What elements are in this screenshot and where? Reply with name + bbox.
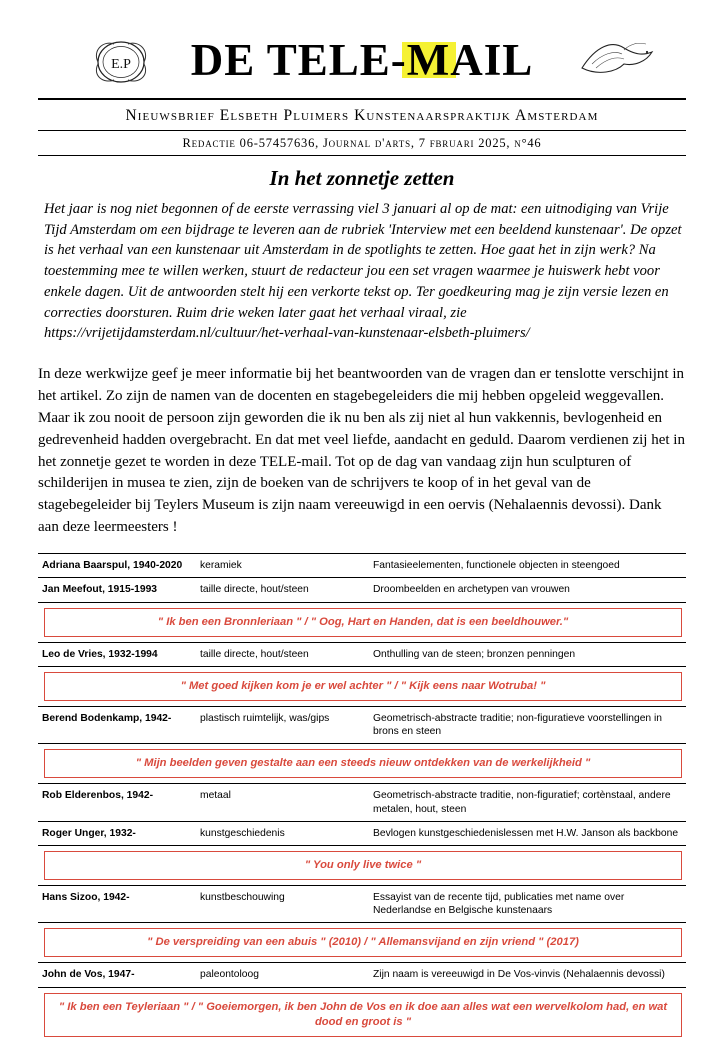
masthead [38,24,686,96]
mentor-description: Zijn naam is vereeuwigd in De Vos-vinvis (Nehalaennis devossi) [369,963,686,987]
editorial-divider [38,155,686,156]
article-body: In deze werkwijze geef je meer informatie bij het beantwoorden van de vragen dan er tenslotte verschijnt in het artikel. Zo zijn de namen van de docenten en stagebegeleiders die mij hebben opgeleid weggevallen. Maar ik zou nooit de persoon zijn geworden die ik nu ben als zij niet al hun vakkennis, bevlogenheid en gedrevenheid hadden overgebracht. En dat met veel liefde, aandacht en geduld. Daarom verdienen zij het in het zonnetje gezet te worden in deze TELE-mail. Tot op de dag van vandaag zijn hun sculpturen of schilderijen in musea te zien, zijn de boeken van de schrijvers te koop of in het geval van de stagebegeleider bij Teylers Museum is zijn naam vereeuwigd in een oervis (Nehalaennis devossi). Dank aan deze leermeesters ! [38,366,685,536]
monogram-crest-icon [84,32,158,90]
newsletter-subtitle: Nieuwsbrief Elsbeth Pluimers Kunstenaarspraktijk Amsterdam [125,107,599,124]
mentor-name: Roger Unger, 1932- [38,821,196,845]
mentor-description: Bevlogen kunstgeschiedenislessen met H.W. Janson als backbone [369,821,686,845]
svg-text:E.P: E.P [111,57,131,72]
mentors-table-body [38,554,686,1042]
mentor-name: Jan Meefout, 1915-1993 [38,578,196,602]
mentor-name: Rob Elderenbos, 1942- [38,784,196,821]
quote-box: " You only live twice " [44,851,682,880]
table-row [38,554,686,578]
mentor-role: kunstbeschouwing [196,885,369,922]
quote-cell [38,744,686,784]
mentor-role: paleontoloog [196,963,369,987]
mentor-description: Geometrisch-abstracte traditie; non-figuratieve voorstellingen in brons en steen [369,706,686,743]
editorial-line: Redactie 06-57457636, Journal d'arts, 7 fbruari 2025, n°46 [182,136,542,150]
quote-box: " Ik ben een Bronnleriaan " / " Oog, Hart en Handen, dat is een beeldhouwer." [44,608,682,637]
mentor-description: Fantasieelementen, functionele objecten in steengoed [369,554,686,578]
quote-box: " Met goed kijken kom je er wel achter " / " Kijk eens naar Wotruba! " [44,672,682,701]
mentor-role: kunstgeschiedenis [196,821,369,845]
mentor-role: taille directe, hout/steen [196,642,369,666]
article-intro [44,199,686,344]
mentor-role: plastisch ruimtelijk, was/gips [196,706,369,743]
quote-cell [38,602,686,642]
masthead-title: DE TELE-MAIL [190,35,534,85]
quote-row [38,744,686,784]
table-row [38,642,686,666]
quote-box: " Ik ben een Teyleriaan " / " Goeiemorgen, ik ben John de Vos en ik doe aan alles wat een wervelkolom had, en wat dood en groot is " [44,993,682,1037]
mentor-name: Adriana Baarspul, 1940-2020 [38,554,196,578]
table-row [38,578,686,602]
mentors-table [38,553,686,1042]
table-row [38,821,686,845]
quote-row [38,923,686,963]
quote-cell [38,845,686,885]
quote-row [38,987,686,1042]
article-title: In het zonnetje zetten [269,166,455,190]
quote-cell [38,987,686,1042]
mentor-role: keramiek [196,554,369,578]
quote-box: " Mijn beelden geven gestalte aan een steeds nieuw ontdekken van de werkelijkheid " [44,749,682,778]
mentor-name: John de Vos, 1947- [38,963,196,987]
mentor-description: Droombeelden en archetypen van vrouwen [369,578,686,602]
table-row [38,963,686,987]
mentor-description: Essayist van de recente tijd, publicaties met name over Nederlandse en Belgische kunstenaars [369,885,686,922]
article-url[interactable]: https://vrijetijdamsterdam.nl/cultuur/het-verhaal-van-kunstenaar-elsbeth-pluimers/ [44,325,530,342]
table-row [38,784,686,821]
mentor-role: taille directe, hout/steen [196,578,369,602]
mentor-description: Geometrisch-abstracte traditie, non-figuratief; cortènstaal, andere metalen, hout, steen [369,784,686,821]
mentor-role: metaal [196,784,369,821]
table-row [38,706,686,743]
quote-row [38,602,686,642]
quote-row [38,845,686,885]
quote-cell [38,923,686,963]
mentor-name: Berend Bodenkamp, 1942- [38,706,196,743]
quote-cell [38,666,686,706]
flying-bird-engraving-icon [576,32,656,90]
quote-row [38,666,686,706]
mentor-name: Hans Sizoo, 1942- [38,885,196,922]
article-intro-text: Het jaar is nog niet begonnen of de eerste verrassing viel 3 januari al op de mat: een uitnodiging van Vrije Tijd Amsterdam om een bijdrage te leveren aan de rubriek 'Interview met een beeldend kunstenaar'. De opzet is het verhaal van een kunstenaar uit Amsterdam in de spotlights te zetten. Hoe gaat het in zijn werk? Na toestemming mee te willen werken, stuurt de redacteur jou een set vragen waarmee je huiswerk hebt voor enkele dagen. Uit de antwoorden stelt hij een verkorte tekst op. Ter goedkeuring mag je zijn versie lezen en correcties doorsturen. Ruim drie weken later gaat het verhaal viraal, zie [44,201,682,321]
mentor-name: Leo de Vries, 1932-1994 [38,642,196,666]
table-row [38,885,686,922]
mentor-description: Onthulling van de steen; bronzen penningen [369,642,686,666]
quote-box: " De verspreiding van een abuis " (2010) / " Allemansvijand en zijn vriend " (2017) [44,928,682,957]
